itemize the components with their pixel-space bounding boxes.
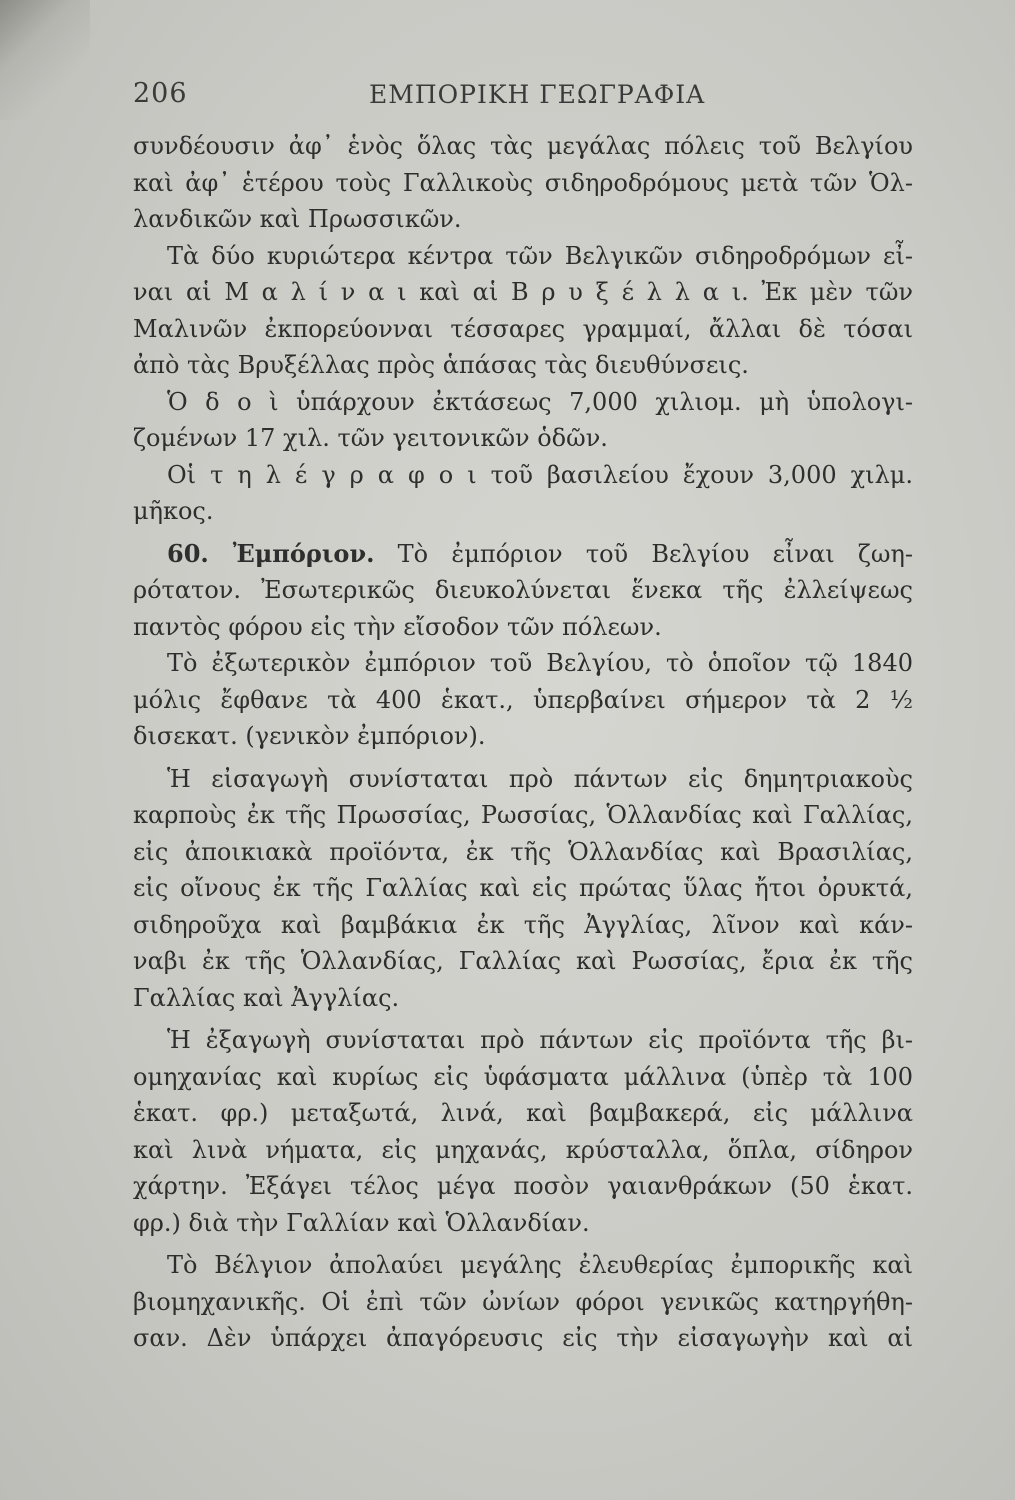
page-number: 206 bbox=[133, 78, 188, 109]
text-line: σιδηροῦχα καὶ βαμβάκια ἐκ τῆς Ἀγγλίας, λῖνον καὶ κάν- bbox=[133, 910, 913, 939]
text-line: Μαλινῶν ἐκπορεύονναι τέσσαρες γραμμαί, ἄλλαι δὲ τόσαι bbox=[133, 314, 913, 343]
text-line: εἰς ἀποικιακὰ προϊόντα, ἐκ τῆς Ὁλλανδίας καὶ Βρασιλίας, bbox=[133, 837, 913, 866]
text-line: ομηχανίας καὶ κυρίως εἰς ὑφάσματα μάλλινα (ὑπὲρ τὰ 100 bbox=[133, 1062, 913, 1091]
text-line: ναι αἱ Μ α λ ί ν α ι καὶ αἱ Β ρ υ ξ έ λ λ α ι. Ἐκ μὲν τῶν bbox=[133, 278, 913, 306]
text-line bbox=[133, 536, 913, 573]
section-heading: 60. Ἐμπόριον. bbox=[167, 538, 375, 568]
body-text bbox=[133, 128, 913, 1357]
paragraph bbox=[133, 238, 913, 384]
text-line: ἀπὸ τὰς Βρυξέλλας πρὸς ἁπάσας τὰς διευθύνσεις. bbox=[133, 351, 749, 379]
paragraph bbox=[133, 1247, 913, 1357]
paragraph bbox=[133, 384, 913, 457]
section-paragraph bbox=[133, 536, 913, 646]
text-line: ζομένων 17 χιλ. τῶν γειτονικῶν ὁδῶν. bbox=[133, 424, 608, 452]
text-line: συνδέουσιν ἀφ᾽ ἑνὸς ὅλας τὰς μεγάλας πόλεις τοῦ Βελγίου bbox=[133, 132, 913, 160]
text-line: σαν. Δὲν ὑπάρχει ἀπαγόρευσις εἰς τὴν εἰσαγωγὴν καὶ αἱ bbox=[133, 1324, 913, 1352]
text-line: καὶ λινὰ νήματα, εἰς μηχανάς, κρύσταλλα, ὅπλα, σίδηρον bbox=[133, 1135, 913, 1164]
text-line: καρποὺς ἐκ τῆς Πρωσσίας, Ρωσσίας, Ὁλλανδίας καὶ Γαλλίας, bbox=[133, 801, 913, 829]
text-line: καὶ ἀφ᾽ ἑτέρου τοὺς Γαλλικοὺς σιδηροδρόμους μετὰ τῶν Ὁλ- bbox=[133, 168, 913, 197]
paragraph bbox=[133, 128, 913, 238]
text-line: Τὰ δύο κυριώτερα κέντρα τῶν Βελγικῶν σιδηροδρόμων εἶ- bbox=[167, 241, 913, 270]
paragraph bbox=[133, 645, 913, 755]
text-line: μῆκος. bbox=[133, 497, 214, 525]
text-line: Ἡ ἐξαγωγὴ συνίσταται πρὸ πάντων εἰς προϊόντα τῆς βι- bbox=[167, 1026, 913, 1054]
running-head: ΕΜΠΟΡΙΚΗ ΓΕΩΓΡΑΦΙΑ bbox=[369, 80, 706, 109]
text-line: μόλις ἔφθανε τὰ 400 ἑκατ., ὑπερβαίνει σήμερον τὰ 2 ½ bbox=[133, 685, 913, 714]
page-corner-shadow bbox=[0, 0, 90, 120]
text-line: ἑκατ. φρ.) μεταξωτά, λινά, καὶ βαμβακερά, εἰς μάλλινα bbox=[133, 1099, 913, 1127]
text-line: Ἡ εἰσαγωγὴ συνίσταται πρὸ πάντων εἰς δημητριακοὺς bbox=[167, 764, 913, 793]
text-line: λανδικῶν καὶ Πρωσσικῶν. bbox=[133, 205, 462, 233]
page-header bbox=[133, 78, 913, 118]
paragraph bbox=[133, 457, 913, 530]
text-line: Ὁ δ ο ὶ ὑπάρχουν ἐκτάσεως 7,000 χιλιομ. μὴ ὑπολογι- bbox=[167, 387, 913, 416]
text-line: φρ.) διὰ τὴν Γαλλίαν καὶ Ὁλλανδίαν. bbox=[133, 1208, 590, 1237]
text-line: Τὸ Βέλγιον ἀπολαύει μεγάλης ἐλευθερίας ἐμπορικῆς καὶ bbox=[167, 1251, 913, 1279]
text-line: εἰς οἴνους ἐκ τῆς Γαλλίας καὶ εἰς πρώτας ὕλας ἤτοι ὀρυκτά, bbox=[133, 874, 913, 902]
text-line: βιομηχανικῆς. Οἱ ἐπὶ τῶν ὠνίων φόροι γενικῶς κατηργήθη- bbox=[133, 1287, 913, 1316]
paragraph bbox=[133, 1022, 913, 1241]
text-line: Γαλλίας καὶ Ἀγγλίας. bbox=[133, 983, 400, 1012]
text-line: ναβι ἐκ τῆς Ὁλλανδίας, Γαλλίας καὶ Ρωσσίας, ἔρια ἐκ τῆς bbox=[133, 947, 913, 975]
paragraph bbox=[133, 761, 913, 1017]
text-line: δισεκατ. (γενικὸν ἐμπόριον). bbox=[133, 722, 486, 750]
text-line: Τὸ ἐξωτερικὸν ἐμπόριον τοῦ Βελγίου, τὸ ὁποῖον τῷ 1840 bbox=[167, 649, 913, 677]
text-line: ρότατον. Ἐσωτερικῶς διευκολύνεται ἕνεκα τῆς ἐλλείψεως bbox=[133, 576, 913, 604]
text-line: παντὸς φόρου εἰς τὴν εἴσοδον τῶν πόλεων. bbox=[133, 612, 662, 641]
text-line: Οἱ τ η λ έ γ ρ α φ ο ι τοῦ βασιλείου ἔχουν 3,000 χιλμ. bbox=[167, 460, 913, 489]
section-first-line: Τὸ ἐμπόριον τοῦ Βελγίου εἶναι ζωη- bbox=[397, 539, 913, 568]
text-line: χάρτην. Ἐξάγει τέλος μέγα ποσὸν γαιανθράκων (50 ἑκατ. bbox=[133, 1172, 913, 1200]
